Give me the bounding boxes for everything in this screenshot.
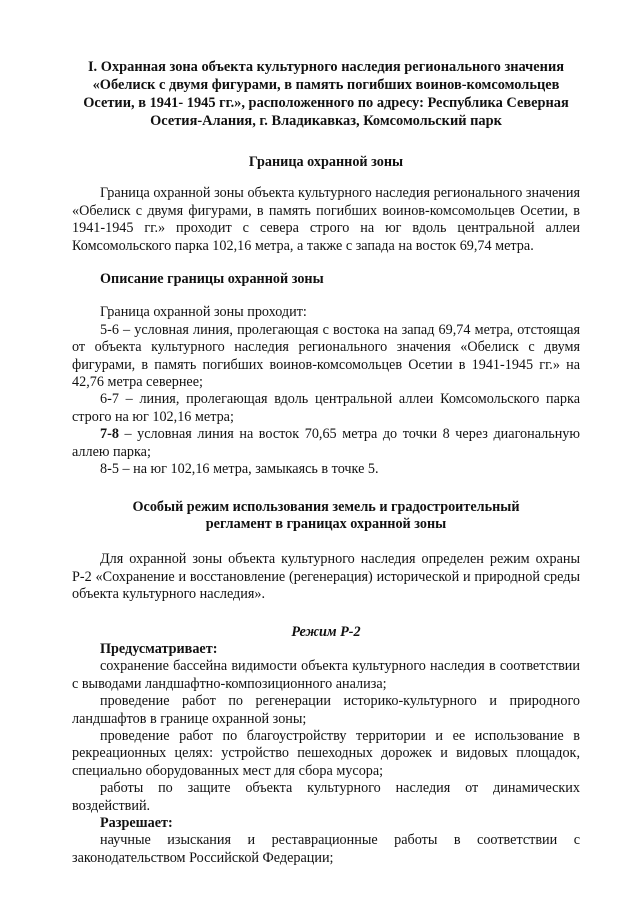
allows-label: Разрешает: xyxy=(100,815,173,831)
segment-text: – условная линия на восток 70,65 метра до точки 8 через диагональную аллею парка; xyxy=(72,426,580,460)
segment-code: 8-5 xyxy=(100,461,119,478)
boundary-segment xyxy=(72,391,580,426)
provides-item: сохранение бассейна видимости объекта культурного наследия в соответствии с выводами ландшафтно-композиционного анализа; xyxy=(72,658,580,692)
mode-title: Режим Р-2 xyxy=(291,623,361,640)
provides-item: проведение работ по регенерации историко-культурного и природного ландшафтов в границе охранной зоны; xyxy=(72,693,580,727)
provides-label: Предусматривает: xyxy=(100,640,218,657)
segment-code: 6-7 xyxy=(100,391,119,408)
segment-code: 5-6 xyxy=(100,321,119,338)
boundary-text: Граница охранной зоны объекта культурного наследия регионального значения «Обелиск с двумя фигурами, в память погибших воинов-комсомольцев Осетии, в 1941-1945 гг.» проходит с севера строго на юг вдоль центральной аллеи Комсомольского парка 102,16 метра, а также с запада на восток 69,74 метра. xyxy=(72,185,580,254)
regime-heading: Особый режим использования земель и градостроительный регламент в границах охранной зоны xyxy=(132,498,520,532)
regime-text: Для охранной зоны объекта культурного наследия определен режим охраны Р-2 «Сохранение и восстановление (регенерация) исторической и природной среды объекта культурного наследия». xyxy=(72,551,580,603)
segment-text: – условная линия, пролегающая с востока на запад 69,74 метра, отстоящая от объекта культурного наследия регионального значения «Обелиск с двумя фигурами, в память погибших воинов-комсомольцев Осетии в 1941-1945 гг.» на 42,76 метра севернее; xyxy=(72,321,580,391)
description-heading: Описание границы охранной зоны xyxy=(100,271,324,288)
document-page xyxy=(72,58,580,867)
allows-item: научные изыскания и реставрационные работы в соответствии с законодательством Российской Федерации; xyxy=(72,832,580,866)
segment-text: – линия, пролегающая вдоль центральной аллеи Комсомольского парка строго на юг 102,16 метра; xyxy=(72,391,580,425)
boundary-heading: Граница охранной зоны xyxy=(248,154,404,170)
boundary-segment xyxy=(72,322,580,392)
boundary-segment xyxy=(72,426,580,461)
description-intro: Граница охранной зоны проходит: xyxy=(100,304,307,321)
document-title: I. Охранная зона объекта культурного наследия регионального значения «Обелиск с двумя фигурами, в память погибших воинов-комсомольцев Осетии, в 1941- 1945 гг.», расположенного по адресу: Республика Северная Осетия-Алания, г. Владикавказ, Комсомольский парк xyxy=(83,59,569,129)
boundary-segment xyxy=(72,461,580,478)
provides-item: работы по защите объекта культурного наследия от динамических воздействий. xyxy=(72,780,580,814)
provides-item: проведение работ по благоустройству территории и ее использование в рекреационных целях: устройство пешеходных дорожек и видовых площадок, специально оборудованных мест для сбора мусора; xyxy=(72,727,580,779)
segment-code: 7-8 xyxy=(100,426,119,443)
segment-text: – на юг 102,16 метра, замыкаясь в точке 5. xyxy=(118,461,379,478)
